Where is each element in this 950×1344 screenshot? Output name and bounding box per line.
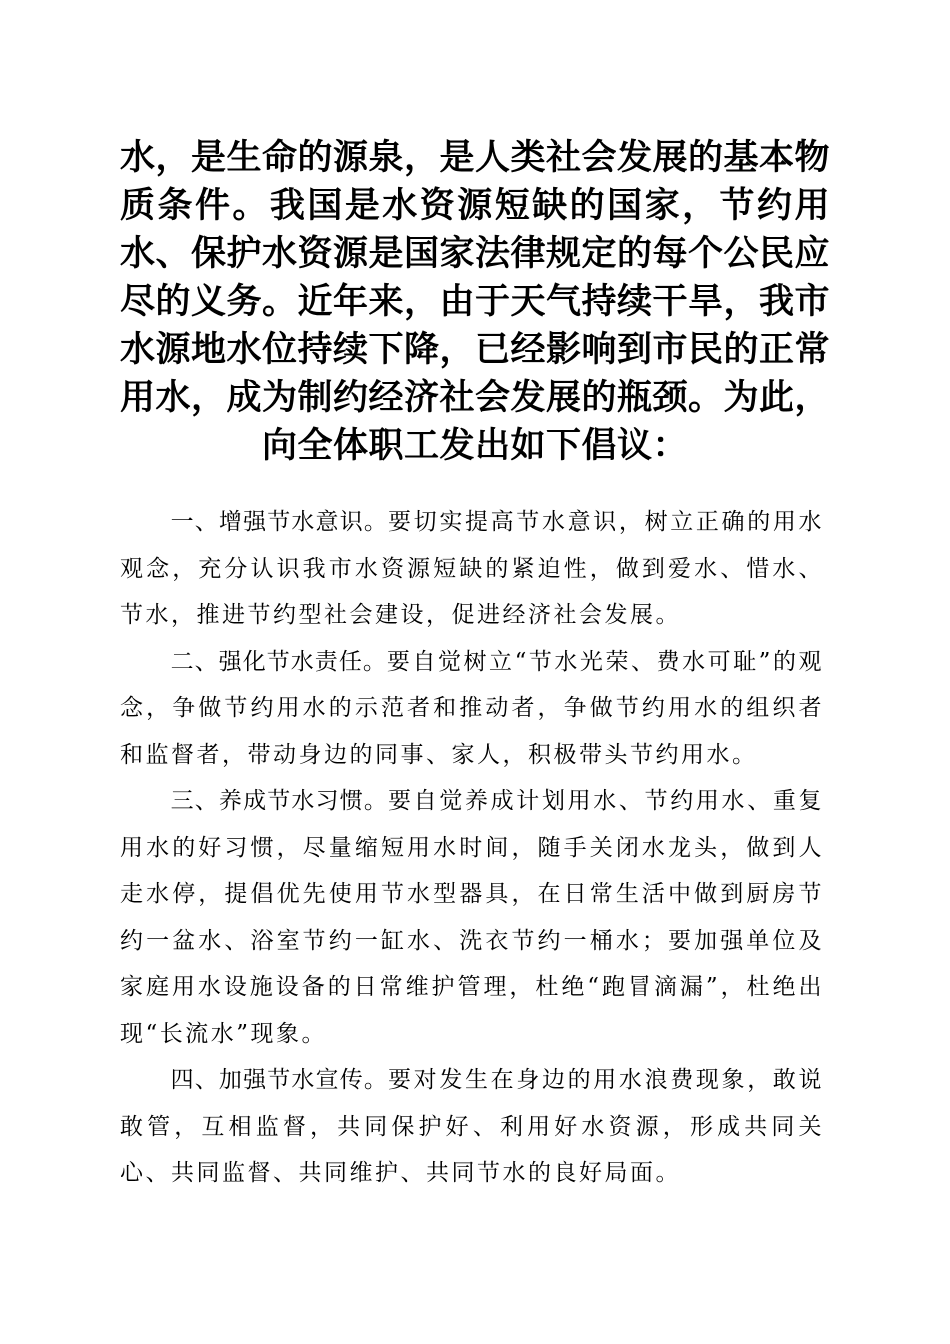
section-4-text: 要对发生在身边的用水浪费现象，敢说敢管，互相监督，共同保护好、利用好水资源，形成共同关心、共同监督、共同维护、共同节水的良好局面。 — [120, 1067, 824, 1186]
section-1 — [120, 499, 824, 639]
section-2-text: 要自觉树立“节水光荣、费水可耻”的观念，争做节约用水的示范者和推动者，争做节约用水的组织者和监督者，带动身边的同事、家人，积极带头节约用水。 — [120, 648, 824, 768]
proposal-list — [120, 499, 824, 1197]
section-3 — [120, 778, 824, 1057]
section-4 — [120, 1057, 824, 1197]
section-3-text: 要自觉养成计划用水、节约用水、重复用水的好习惯，尽量缩短用水时间，随手关闭水龙头，做到人走水停，提倡优先使用节水型器具，在日常生活中做到厨房节约一盆水、浴室节约一缸水、洗衣节约一桶水；要加强单位及家庭用水设施设备的日常维护管理，杜绝“跑冒滴漏”，杜绝出现“长流水”现象。 — [120, 788, 824, 1047]
section-2 — [120, 639, 824, 779]
section-1-title: 一、增强节水意识。 — [170, 509, 388, 535]
section-2-title: 二、强化节水责任。 — [170, 648, 387, 675]
section-1-text: 要切实提高节水意识，树立正确的用水观念，充分认识我市水资源短缺的紧迫性，做到爱水、惜水、节水，推进节约型社会建设，促进经济社会发展。 — [120, 509, 824, 628]
section-3-title: 三、养成节水习惯。 — [170, 788, 388, 814]
section-4-title: 四、加强节水宣传。 — [170, 1067, 388, 1093]
intro-paragraph: 水，是生命的源泉，是人类社会发展的基本物质条件。我国是水资源短缺的国家，节约用水、保护水资源是国家法律规定的每个公民应尽的义务。近年来，由于天气持续干旱，我市水源地水位持续下降，已经影响到市民的正常用水，成为制约经济社会发展的瓶颈。为此，向全体职工发出如下倡议： — [120, 137, 831, 466]
